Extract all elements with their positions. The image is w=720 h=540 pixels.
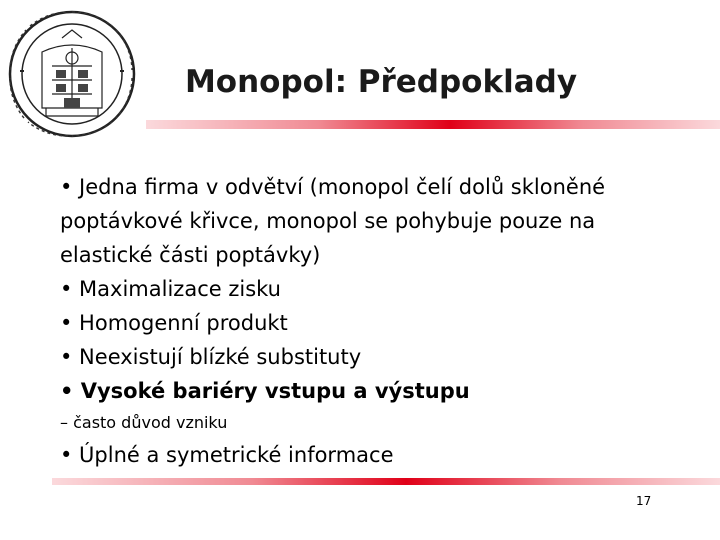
bullet-item: • Úplné a symetrické informace	[60, 443, 394, 467]
bullet-item: • Jedna firma v odvětví (monopol čelí dolů skloněné poptávkové křivce, monopol se pohybuje pouze na elastické části poptávky)	[60, 175, 606, 267]
bullet-item: • Homogenní produkt	[60, 311, 288, 335]
footer-bar	[52, 478, 720, 485]
page-number: 17	[636, 494, 652, 508]
title-underline-bar	[146, 120, 720, 129]
sub-bullet-item: – často důvod vzniku	[60, 413, 228, 432]
bullet-item: • Neexistují blízké substituty	[60, 345, 362, 369]
university-seal-logo	[6, 8, 138, 140]
slide-title: Monopol: Předpoklady	[184, 64, 578, 100]
bullet-item: • Maximalizace zisku	[60, 277, 281, 301]
bullet-item: • Vysoké bariéry vstupu a výstupu	[60, 379, 470, 403]
seal-icon	[6, 8, 138, 140]
slide-content	[60, 170, 660, 472]
